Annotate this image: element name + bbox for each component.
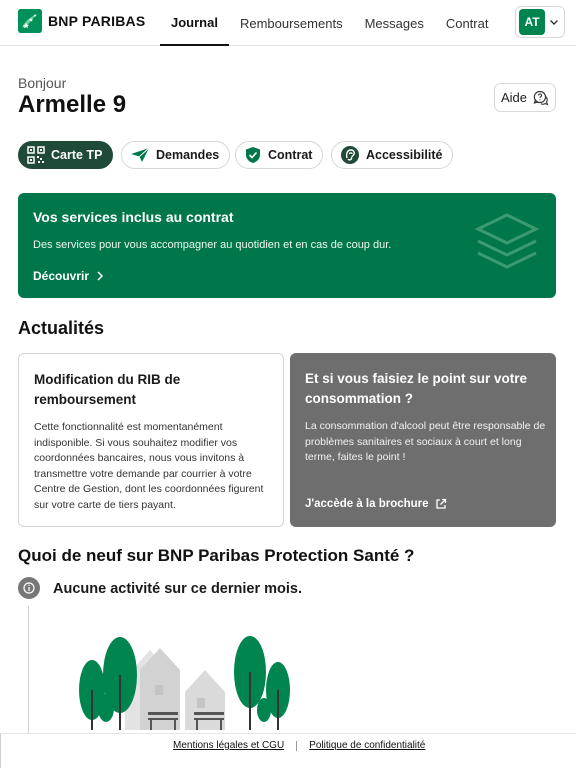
user-name-heading: Armelle 9 [18,91,127,118]
footer-separator [296,741,297,751]
services-banner[interactable] [18,193,556,298]
user-menu-button[interactable] [515,6,565,38]
services-title: Vos services inclus au contrat [33,209,234,225]
avatar: AT [519,9,545,35]
chip-label: Carte TP [51,148,103,162]
park-houses-illustration [70,630,300,730]
news-card-consommation[interactable] [290,353,556,527]
help-button-label: Aide [500,90,528,105]
greeting-label: Bonjour [18,75,67,91]
discover-link[interactable] [33,269,104,283]
bnp-paribas-logo[interactable] [18,9,145,33]
help-button[interactable] [494,83,556,112]
empty-activity-message: Aucune activité sur ce dernier mois. [53,581,303,597]
bnp-stars-logo-icon [18,9,42,33]
legal-mentions-link[interactable]: Mentions légales et CGU [173,740,285,751]
nav-remboursements[interactable]: Remboursements [239,15,343,31]
news-card-rib[interactable] [18,353,284,527]
chip-accessibilite[interactable] [331,141,453,169]
news-card-text: La consommation d'alcool peut être responsable de problèmes sanitaires et sociaux à court et long terme, faites le point ! [305,420,546,463]
services-description: Des services pour vous accompagner au quotidien et en cas de coup dur. [33,239,392,251]
ear-icon [340,145,360,165]
chip-carte-tp[interactable] [18,141,113,169]
external-link-icon [435,498,447,510]
footer-links [173,740,425,751]
chip-label: Demandes [156,148,220,162]
privacy-policy-link[interactable]: Politique de confidentialité [309,740,426,751]
nav-contrat[interactable]: Contrat [445,15,489,31]
shield-check-icon [244,146,262,164]
discover-link-label: Découvrir [33,269,90,283]
news-card-title: Modification du RIB de remboursement [34,372,181,407]
send-icon [130,147,150,163]
info-icon [18,577,40,599]
qr-code-icon [27,146,45,164]
news-card-title: Et si vous faisiez le point sur votre consommation ? [305,371,528,406]
logo-text: BNP PARIBAS [48,13,146,29]
main-nav [160,0,499,46]
news-section-title: Actualités [18,318,105,338]
brochure-link[interactable] [305,498,447,510]
brochure-link-label: J'accède à la brochure [305,498,429,510]
whats-new-title: Quoi de neuf sur BNP Paribas Protection Santé ? [18,546,415,565]
news-card-text: Cette fonctionnalité est momentanément indisponible. Si vous souhaitez modifier vos coordonnées bancaires, nous vous invitons à transmettre votre demande par courrier à votre Centre de Gestion, dont les coordonnées figurent sur votre carte de tiers payant. [34,421,264,511]
chip-contrat[interactable] [235,141,323,169]
top-navigation-bar [0,0,576,46]
timeline-line [28,606,29,736]
chevron-down-icon [549,17,559,27]
chip-label: Accessibilité [366,148,443,162]
nav-messages[interactable]: Messages [364,15,424,31]
chat-question-icon [533,90,549,106]
layers-decoration-icon [472,209,542,279]
nav-journal[interactable]: Journal [160,0,229,46]
chevron-right-icon [96,271,104,281]
footer [0,733,576,768]
chip-label: Contrat [268,148,313,162]
chip-demandes[interactable] [121,141,230,169]
